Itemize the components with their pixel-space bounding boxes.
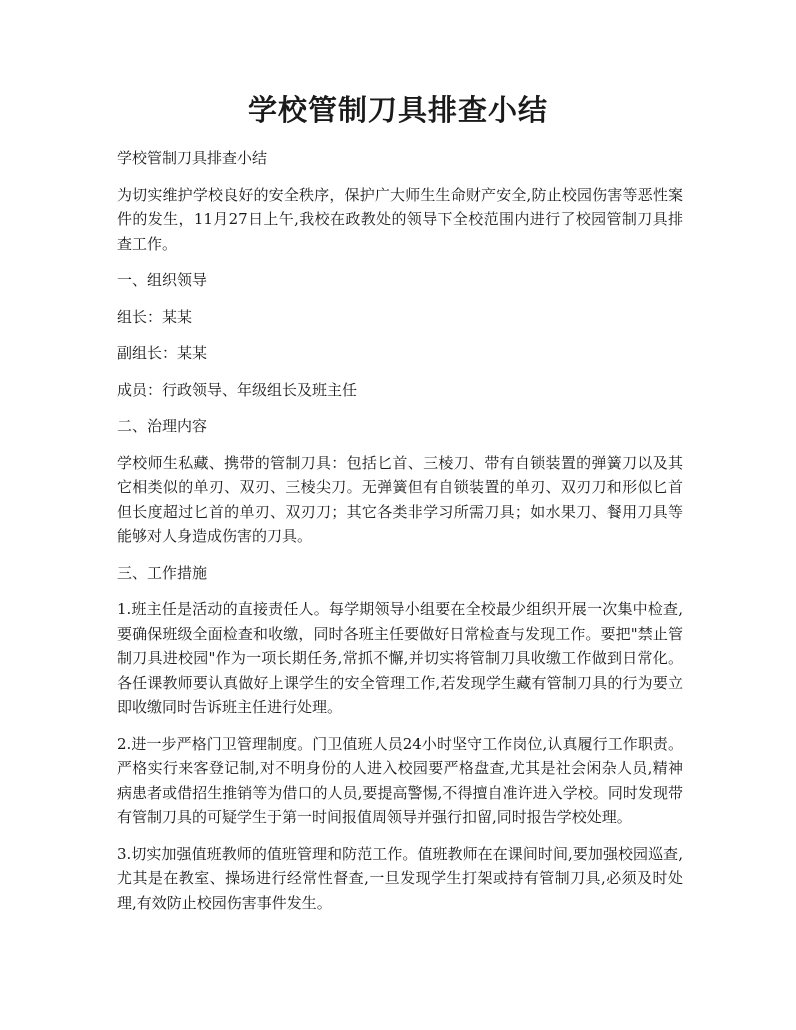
heading-organization: 一、组织领导	[117, 271, 208, 289]
heading-governance-content: 二、治理内容	[117, 417, 208, 435]
paragraph-measure-2: 2.进一步严格门卫管理制度。门卫值班人员24小时坚守工作岗位,认真履行工作职责。严格实行来客登记制,对不明身份的人进入校园要严格盘查,尤其是社会闲杂人员,精神病患者或借招生推销等为借口的人员,要提高警惕,不得擅自准许进入学校。同时发现带有管制刀具的可疑学生于第一时间报值周领导并强行扣留,同时报告学校处理。	[117, 734, 683, 826]
paragraph-deputy-leader: 副组长：某某	[117, 344, 208, 362]
paragraph-measure-1: 1.班主任是活动的直接责任人。每学期领导小组要在全校最少组织开展一次集中检查,要确保班级全面检查和收缴，同时各班主任要做好日常检查与发现工作。要把"禁止管制刀具进校园"作为一项长期任务,常抓不懈,并切实将管制刀具收缴工作做到日常化。各任课教师要认真做好上课学生的安全管理工作,若发现学生藏有管制刀具的行为要立即收缴同时告诉班主任进行处理。	[117, 600, 683, 716]
heading-work-measures: 三、工作措施	[117, 563, 208, 582]
paragraph-members: 成员：行政领导、年级组长及班主任	[117, 380, 358, 399]
document-title: 学校管制刀具排查小结	[247, 93, 548, 127]
paragraph-subtitle: 学校管制刀具排查小结	[117, 149, 268, 167]
paragraph-leader: 组长：某某	[117, 307, 193, 326]
paragraph-measure-3: 3.切实加强值班教师的值班管理和防范工作。值班教师在在课间时间,要加强校园巡查,尤其是在教室、操场进行经常性督查,一旦发现学生打架或持有管制刀具,必须及时处理,有效防止校园伤害事件发生。	[117, 844, 683, 912]
paragraph-intro: 为切实维护学校良好的安全秩序，保护广大师生生命财产安全,防止校园伤害等恶性案件的发生，11月27日上午,我校在政教处的领导下全校范围内进行了校园管制刀具排查工作。	[117, 185, 683, 253]
document-body	[117, 146, 683, 927]
paragraph-governance-content: 学校师生私藏、携带的管制刀具：包括匕首、三棱刀、带有自锁装置的弹簧刀以及其它相类似的单刃、双刃、三棱尖刀。无弹簧但有自锁装置的单刃、双刃刀和形似匕首但长度超过匕首的单刃、双刃刀；其它各类非学习所需刀具；如水果刀、餐用刀具等能够对人身造成伤害的刀具。	[117, 453, 683, 545]
